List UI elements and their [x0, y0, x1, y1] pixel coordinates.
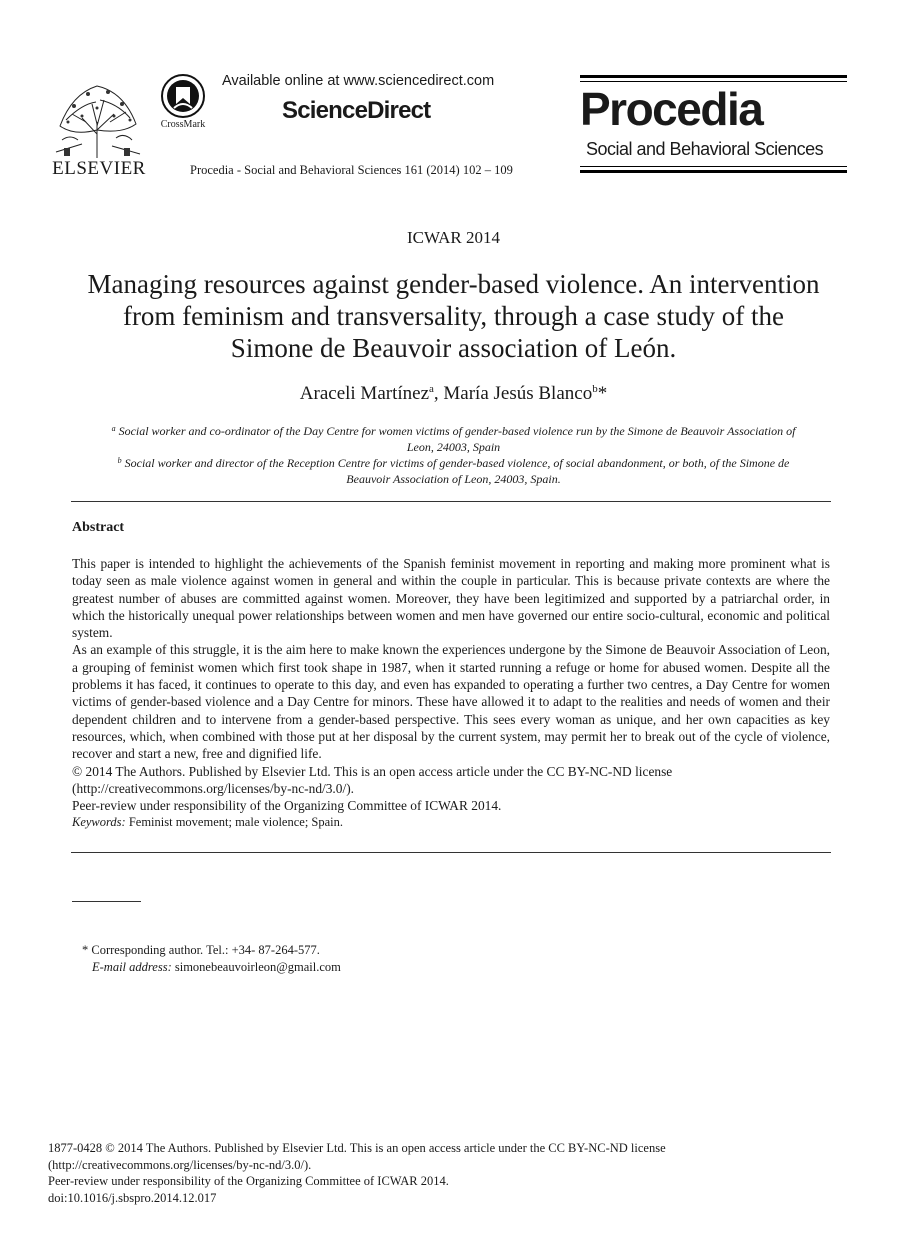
author-name: María Jesús Blanco: [443, 383, 593, 404]
keywords: [72, 814, 830, 831]
corresponding-mark: *: [597, 383, 608, 404]
title-line: from feminism and transversality, through a case study of the: [122, 301, 785, 331]
conference-name: ICWAR 2014: [406, 228, 501, 247]
procedia-logo: [580, 75, 847, 175]
author-affiliation-mark: a: [429, 383, 434, 395]
procedia-bottom-rule: [580, 170, 847, 173]
author-list: [40, 383, 867, 405]
copyright-notice: © 2014 The Authors. Published by Elsevier Ltd. This is an open access article under the CC BY-NC-ND license: [72, 763, 673, 779]
abstract-heading: Abstract: [72, 520, 125, 535]
elsevier-logo: [52, 74, 146, 178]
keywords-label: Keywords:: [72, 815, 126, 830]
doi[interactable]: doi:10.1016/j.sbspro.2014.12.017: [48, 1190, 217, 1205]
journal-name: Procedia: [580, 83, 763, 135]
bottom-copyright: [48, 1140, 666, 1206]
email-label: E-mail address:: [92, 960, 172, 974]
author-name: Araceli Martínez: [299, 383, 430, 404]
journal-subtitle: Social and Behavioral Sciences: [586, 139, 824, 159]
affiliation-text: Beauvoir Association of Leon, 24003, Spain.: [346, 472, 561, 486]
author-affiliation-mark: b: [592, 383, 598, 395]
crossmark-badge[interactable]: [155, 74, 211, 134]
elsevier-tree-icon: [52, 74, 142, 158]
affiliation-text: Social worker and co-ordinator of the Day Centre for women victims of gender-based violence run by the Simone de Beauvoir Association of: [115, 424, 796, 438]
peer-review-note: Peer-review under responsibility of the Organizing Committee of ICWAR 2014.: [72, 798, 502, 814]
title-line: Simone de Beauvoir association of León.: [230, 333, 677, 363]
corresponding-author: * Corresponding author. Tel.: +34- 87-264-577.: [82, 943, 320, 957]
email-address[interactable]: simonebeauvoirleon@gmail.com: [171, 960, 341, 974]
publisher-name: ELSEVIER: [52, 158, 146, 179]
issn-copyright: 1877-0428 © 2014 The Authors. Published by Elsevier Ltd. This is an open access article under the CC BY-NC-ND license: [48, 1141, 666, 1155]
abstract-paragraph: This paper is intended to highlight the achievements of the Spanish feminist movement in reporting and making more prominent what is today seen as male violence against women in general and within the couple in particular. This is because private contexts are where the greatest number of abuses are committed against women. Moreover, they have been legitimized and supported by a patriarchal order, in which the historically unequal power relationships between women and men have governed our entire socio-cultural, economic and political system.: [72, 556, 830, 641]
bottom-license-link[interactable]: (http://creativecommons.org/licenses/by-nc-nd/3.0/).: [48, 1157, 312, 1172]
email-line: [92, 960, 341, 975]
abstract-paragraph: As an example of this struggle, it is the aim here to make known the experiences undergone by the Simone de Beauvoir Association of Leon, a grouping of feminist women which first took shape in 1987, when it started running a refuge or home for abused women. Despite all the problems it has faced, it continues to operate to this day, and even has expanded to operating a further two centres, a Day Centre for women victims of gender-based violence and a Day Centre for minors. These have allowed it to adapt to the realities and needs of women and their dependent children and to intervene from a gender-based perspective. This sees every woman as unique, and her own capacities as key resources, which, when combined with those put at her disposal by the current system, may permit her to break out of the cycle of violence, recover and start a new, free and dignified life.: [72, 642, 830, 762]
procedia-top-thin-rule: [580, 81, 847, 82]
procedia-top-rule: [580, 75, 847, 78]
footnote-rule: [72, 901, 141, 902]
license-link[interactable]: (http://creativecommons.org/licenses/by-nc-nd/3.0/).: [72, 780, 355, 796]
affiliation-text: Social worker and director of the Reception Centre for victims of gender-based violence, of social abandonment, or both, of the Simone de: [121, 456, 790, 470]
author-separator: ,: [433, 383, 444, 404]
affiliation-mark: a: [111, 424, 116, 433]
affiliation-text: Leon, 24003, Spain: [406, 440, 501, 454]
affiliation-mark: b: [117, 456, 122, 465]
sciencedirect-logo: ScienceDirect: [282, 97, 431, 124]
abstract-bottom-rule: [71, 852, 831, 853]
abstract-top-rule: [71, 501, 831, 502]
journal-citation: Procedia - Social and Behavioral Sciences 161 (2014) 102 – 109: [190, 163, 513, 177]
bottom-peer-review: Peer-review under responsibility of the Organizing Committee of ICWAR 2014.: [48, 1174, 449, 1189]
crossmark-label: CrossMark: [160, 119, 206, 130]
affiliation-a: [40, 423, 867, 455]
keywords-list: Feminist movement; male violence; Spain.: [125, 815, 344, 830]
paper-title: [40, 268, 867, 364]
available-online-text: Available online at www.sciencedirect.com: [222, 73, 495, 89]
title-line: Managing resources against gender-based violence. An intervention: [87, 269, 820, 299]
abstract-body: [72, 555, 830, 832]
affiliation-b: [40, 455, 867, 487]
procedia-bottom-thin-rule: [580, 166, 847, 167]
crossmark-icon: [161, 74, 205, 118]
